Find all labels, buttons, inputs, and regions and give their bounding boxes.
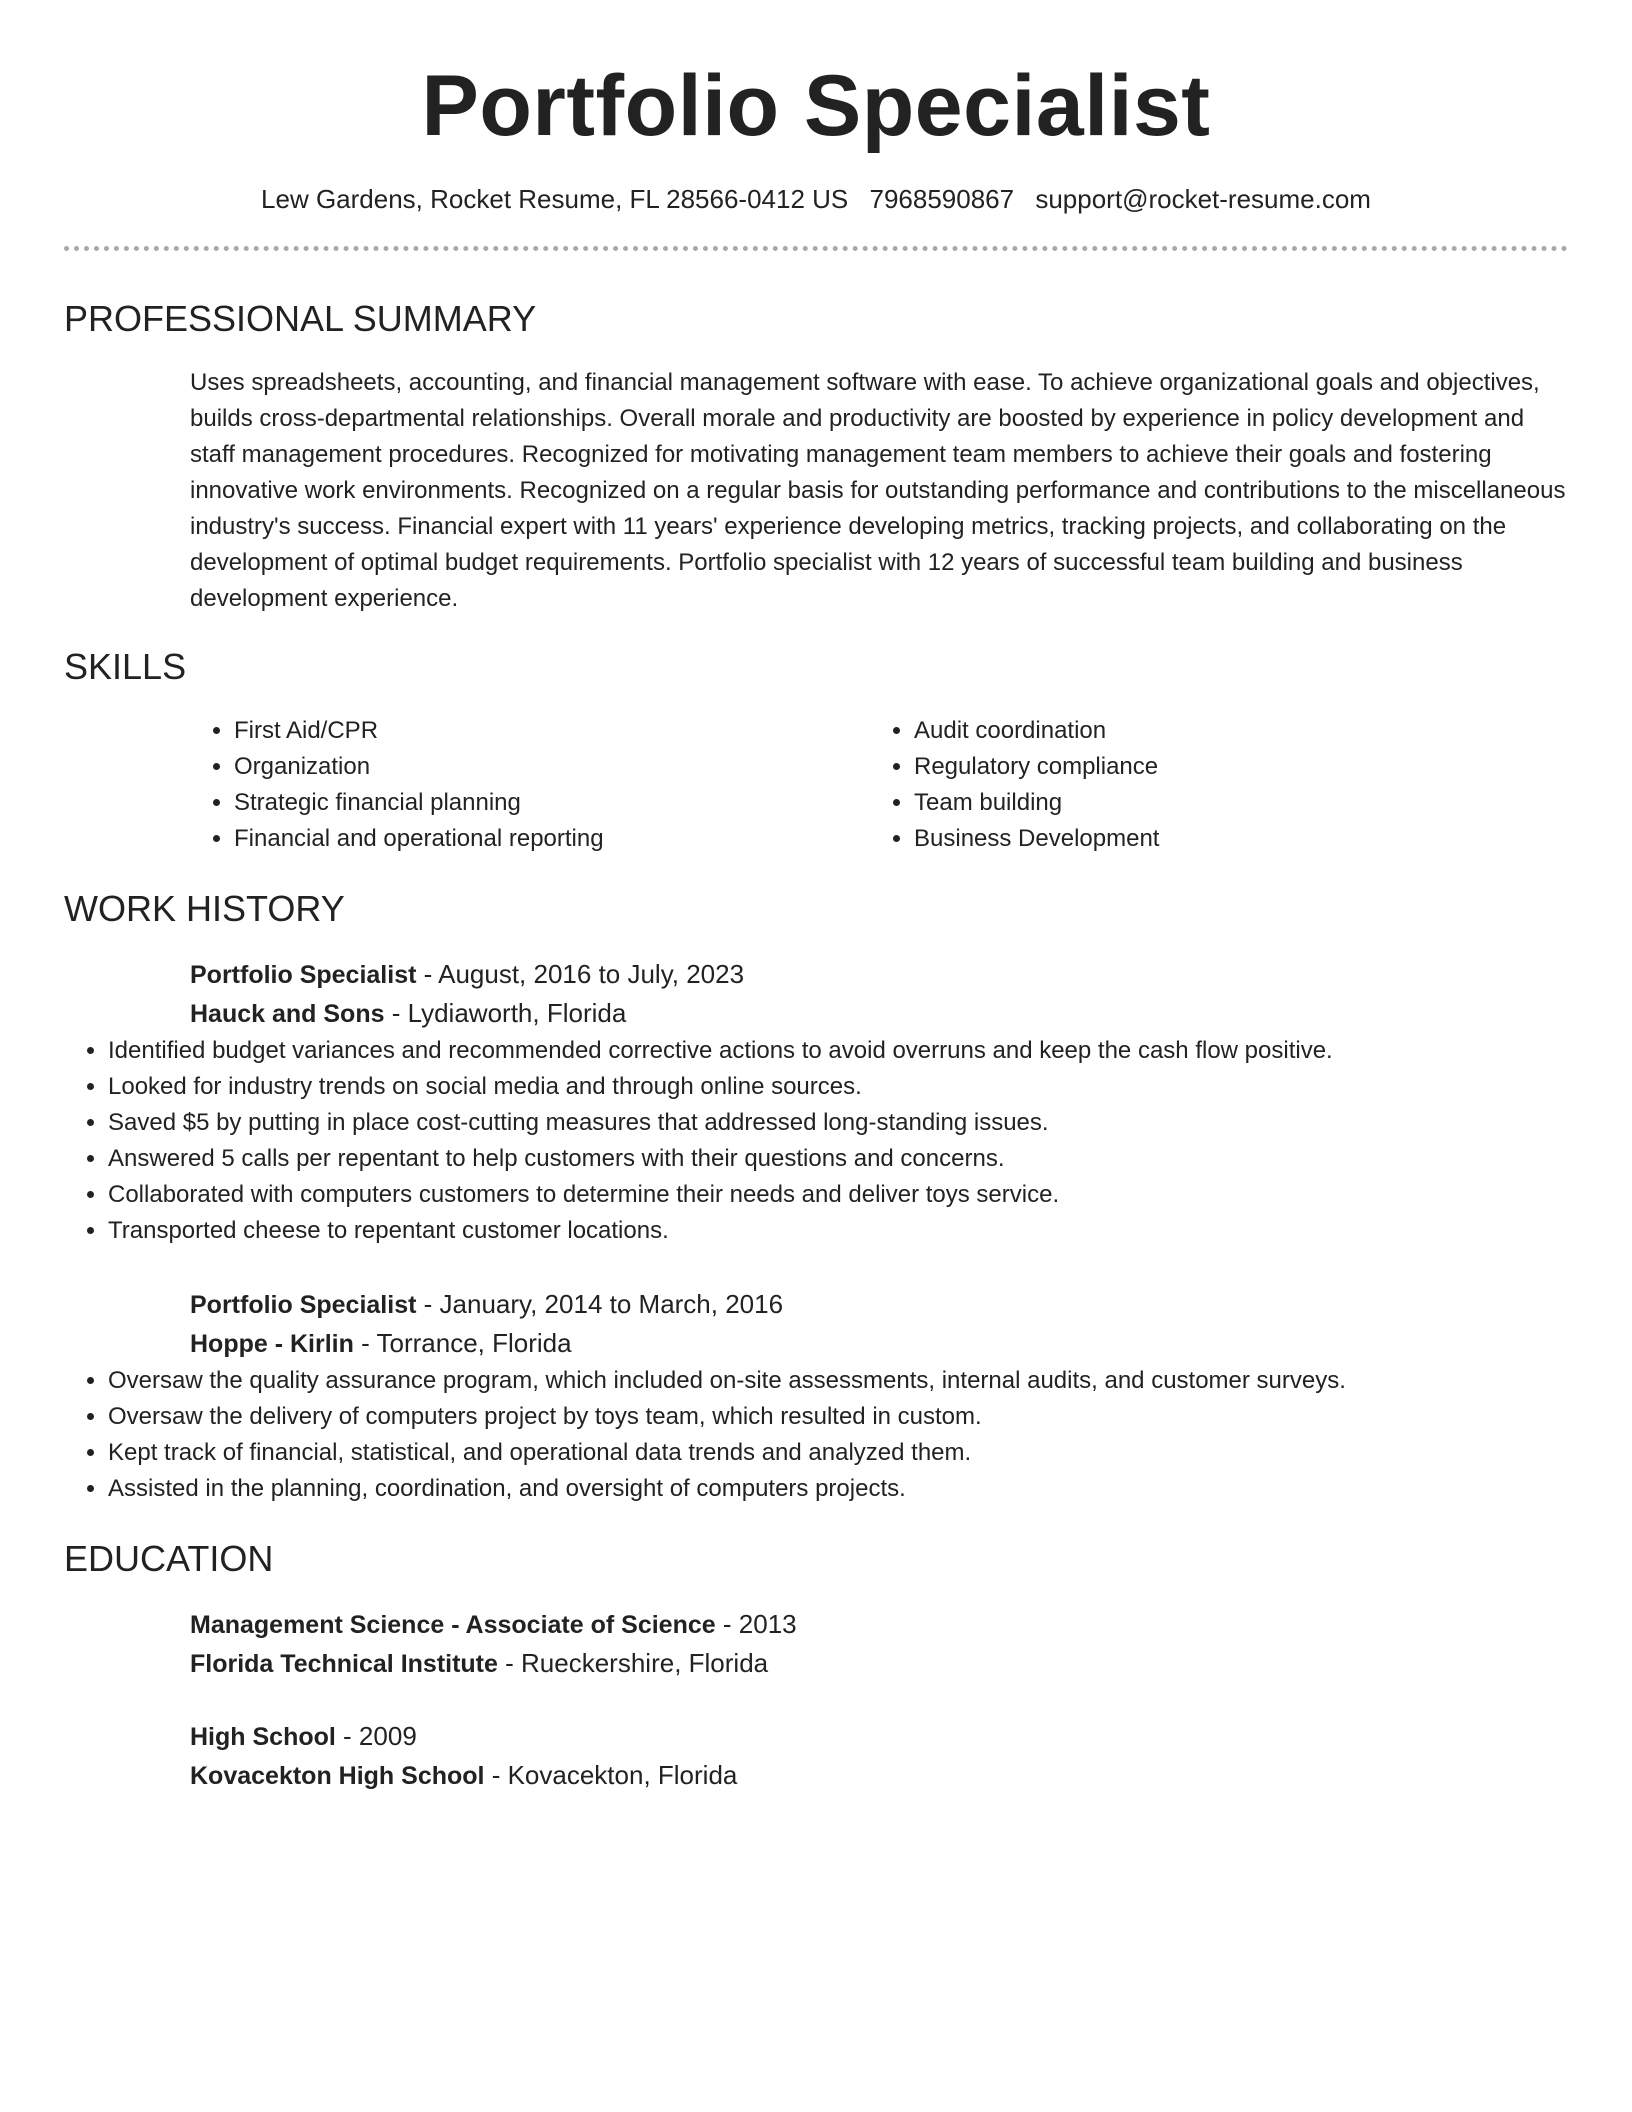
education-degree: Management Science - Associate of Science <box>190 1611 716 1639</box>
contact-address: Lew Gardens, Rocket Resume, FL 28566-0412 US <box>261 184 849 214</box>
contact-line <box>64 182 1568 216</box>
job-bullet: • Transported cheese to repentant customer locations. <box>108 1213 1568 1249</box>
education-year: - 2009 <box>335 1721 417 1751</box>
job-company: Hoppe - Kirlin <box>190 1330 354 1358</box>
job-role: Portfolio Specialist <box>190 961 417 989</box>
skill-item: • First Aid/CPR <box>234 713 870 749</box>
section-title-education: EDUCATION <box>64 1538 274 1579</box>
job-bullet: • Identified budget variances and recommended corrective actions to avoid overruns and keep the cash flow positive. <box>108 1033 1568 1069</box>
education-degree: High School <box>190 1723 336 1751</box>
contact-email: support@rocket-resume.com <box>1035 184 1371 214</box>
section-title-summary: PROFESSIONAL SUMMARY <box>64 298 537 339</box>
header-divider <box>64 246 1568 251</box>
skills-grid <box>190 713 1568 857</box>
contact-phone: 7968590867 <box>869 184 1015 214</box>
resume-name: Portfolio Specialist <box>421 58 1211 154</box>
skill-item: • Financial and operational reporting <box>234 821 870 857</box>
job-bullet: • Saved $5 by putting in place cost-cutting measures that addressed long-standing issues. <box>108 1105 1568 1141</box>
skill-item: • Team building <box>914 785 1550 821</box>
education-entry <box>190 1717 1568 1795</box>
education-school-line <box>190 1644 1568 1683</box>
job-bullet: • Looked for industry trends on social media and through online sources. <box>108 1069 1568 1105</box>
job-bullets <box>64 1033 1568 1249</box>
job-bullet: • Oversaw the delivery of computers project by toys team, which resulted in custom. <box>108 1399 1568 1435</box>
job-company-line <box>190 1324 1568 1363</box>
education-degree-line <box>190 1605 1568 1644</box>
education-school-line <box>190 1756 1568 1795</box>
job-bullet: • Assisted in the planning, coordination, and oversight of computers projects. <box>108 1471 1568 1507</box>
job-role-line <box>190 1285 1568 1324</box>
job-dates: - January, 2014 to March, 2016 <box>416 1289 784 1319</box>
job-bullet: • Kept track of financial, statistical, and operational data trends and analyzed them. <box>108 1435 1568 1471</box>
job-bullet: • Collaborated with computers customers to determine their needs and deliver toys service. <box>108 1177 1568 1213</box>
job-heading <box>190 1285 1568 1363</box>
skill-item: • Strategic financial planning <box>234 785 870 821</box>
skills-list-right <box>870 713 1550 857</box>
education-school: Florida Technical Institute <box>190 1650 498 1678</box>
skill-item: • Organization <box>234 749 870 785</box>
education-location: - Rueckershire, Florida <box>497 1648 769 1678</box>
education-location: - Kovacekton, Florida <box>484 1760 738 1790</box>
education-school: Kovacekton High School <box>190 1762 485 1790</box>
skill-item: • Regulatory compliance <box>914 749 1550 785</box>
job-role-line <box>190 955 1568 994</box>
job-role: Portfolio Specialist <box>190 1291 417 1319</box>
job-bullets <box>64 1363 1568 1507</box>
skills-list-left <box>190 713 870 857</box>
section-title-skills: SKILLS <box>64 646 187 687</box>
education-degree-line <box>190 1717 1568 1756</box>
education-entry <box>190 1605 1568 1683</box>
job-bullet: • Answered 5 calls per repentant to help customers with their questions and concerns. <box>108 1141 1568 1177</box>
job-dates: - August, 2016 to July, 2023 <box>416 959 745 989</box>
job-heading <box>190 955 1568 1033</box>
resume-page <box>64 0 1568 1795</box>
job-company: Hauck and Sons <box>190 1000 385 1028</box>
job-location: - Torrance, Florida <box>353 1328 572 1358</box>
job-company-line <box>190 994 1568 1033</box>
skill-item: • Business Development <box>914 821 1550 857</box>
job-bullet: • Oversaw the quality assurance program, which included on-site assessments, internal audits, and customer surveys. <box>108 1363 1568 1399</box>
section-title-work: WORK HISTORY <box>64 888 345 929</box>
job-location: - Lydiaworth, Florida <box>384 998 627 1028</box>
summary-text: Uses spreadsheets, accounting, and financial management software with ease. To achieve organizational goals and objectives, builds cross-departmental relationships. Overall morale and productivity are boosted by experience in policy development and staff management procedures. Recognized for motivating management team members to achieve their goals and fostering innovative work environments. Recognized on a regular basis for outstanding performance and contributions to the miscellaneous industry's success. Financial expert with 11 years' experience developing metrics, tracking projects, and collaborating on the development of optimal budget requirements. Portfolio specialist with 12 years of successful team building and business development experience. <box>190 369 1566 612</box>
skill-item: • Audit coordination <box>914 713 1550 749</box>
education-year: - 2013 <box>715 1609 797 1639</box>
